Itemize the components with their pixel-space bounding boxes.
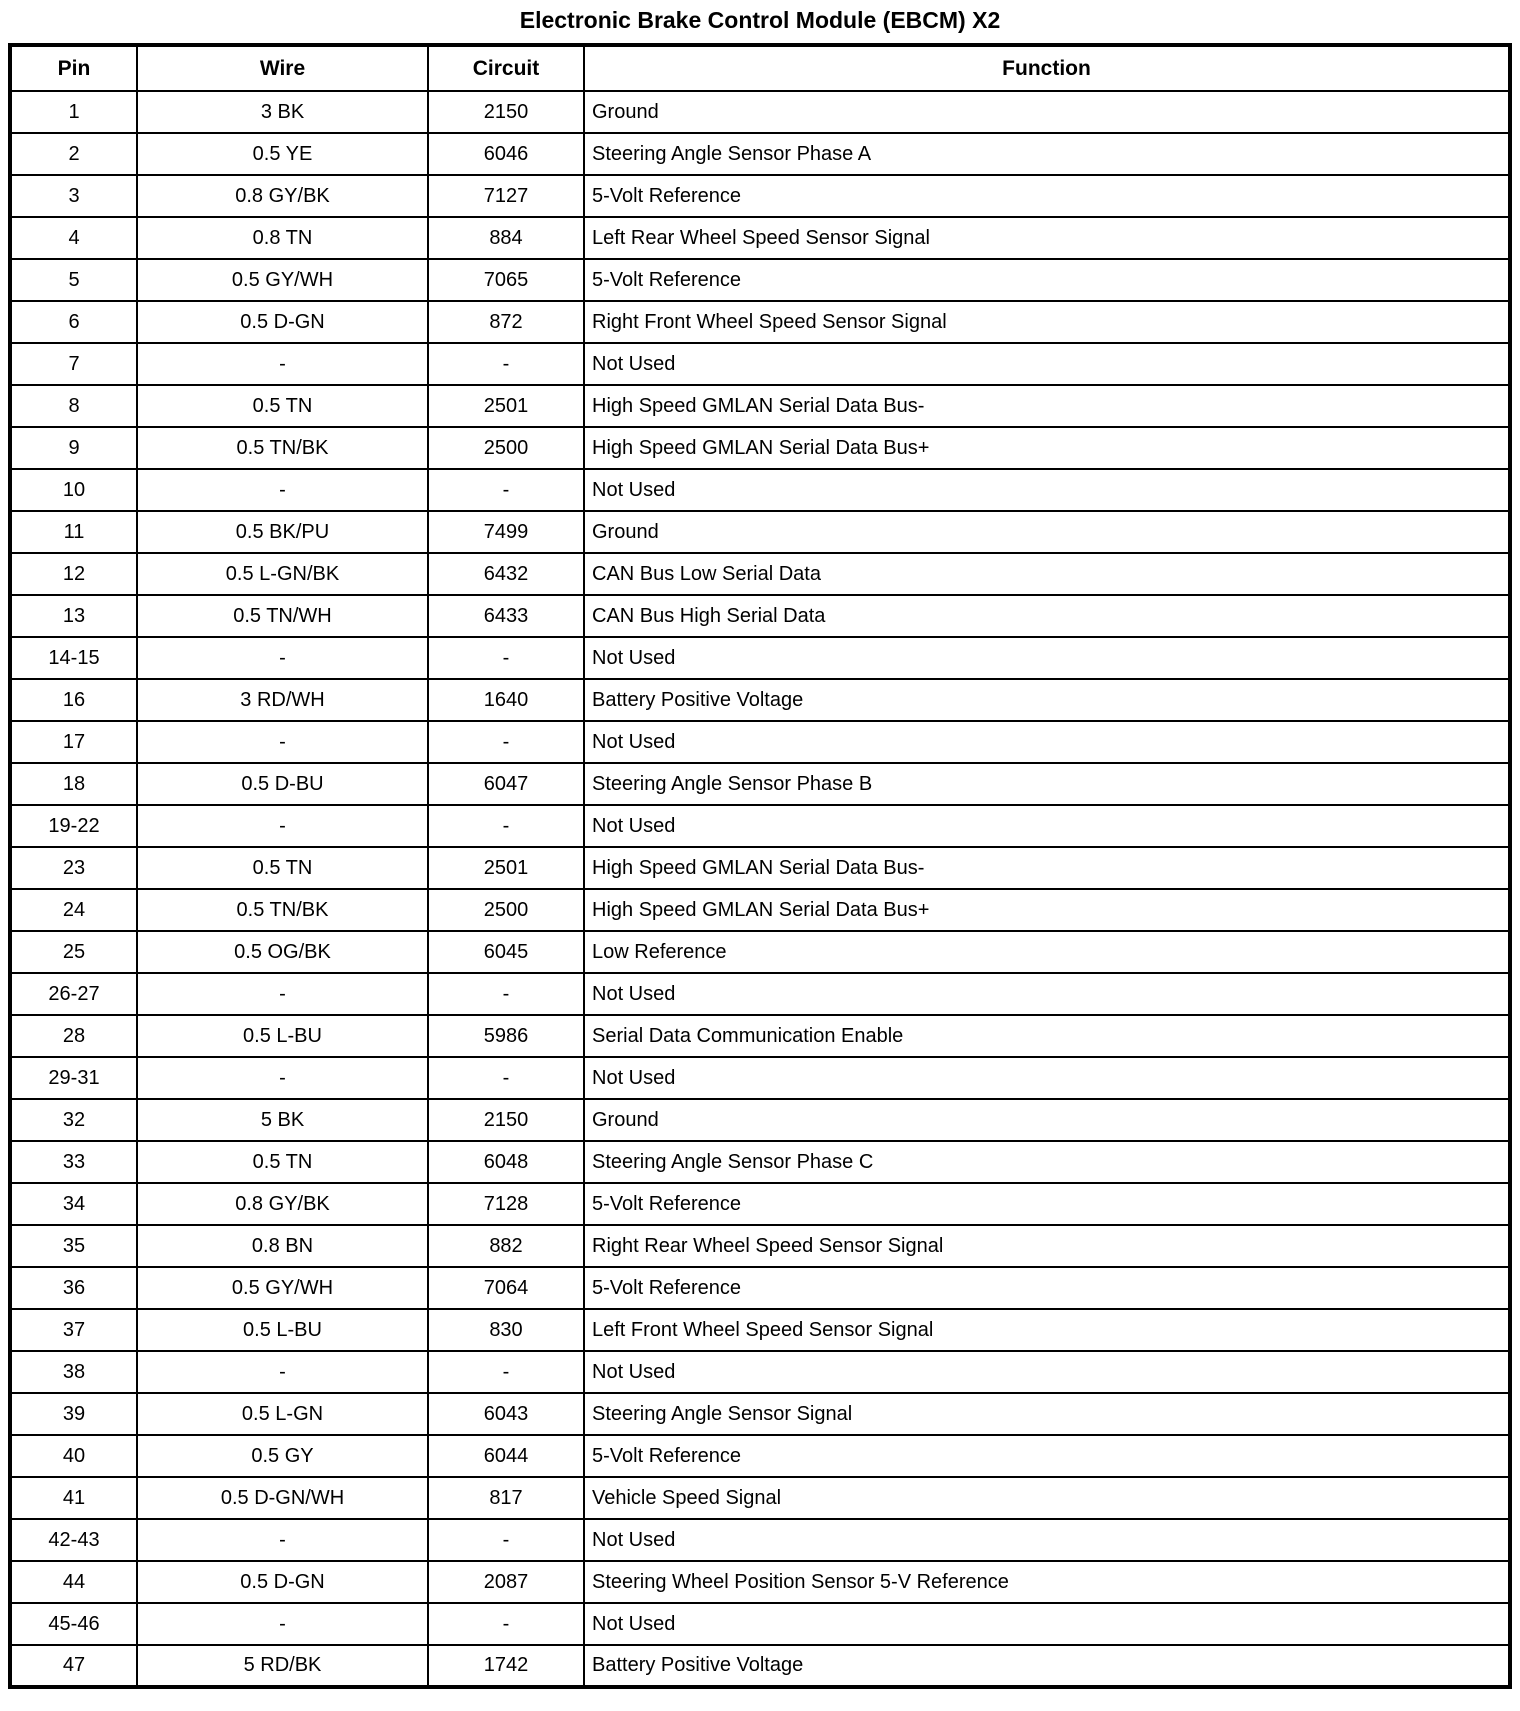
table-cell-circuit: 2150 bbox=[428, 91, 584, 133]
table-cell-circuit: 2150 bbox=[428, 1099, 584, 1141]
table-cell-pin: 39 bbox=[10, 1393, 137, 1435]
table-cell-pin: 38 bbox=[10, 1351, 137, 1393]
table-cell-pin: 33 bbox=[10, 1141, 137, 1183]
table-row bbox=[10, 679, 1510, 721]
table-cell-function: Not Used bbox=[584, 637, 1510, 679]
table-cell-circuit: 884 bbox=[428, 217, 584, 259]
table-cell-function: Not Used bbox=[584, 1603, 1510, 1645]
table-cell-circuit: 6045 bbox=[428, 931, 584, 973]
table-row bbox=[10, 595, 1510, 637]
table-row bbox=[10, 721, 1510, 763]
table-cell-pin: 6 bbox=[10, 301, 137, 343]
table-cell-circuit: 6432 bbox=[428, 553, 584, 595]
table-cell-circuit: - bbox=[428, 973, 584, 1015]
page-title: Electronic Brake Control Module (EBCM) X2 bbox=[519, 7, 1001, 33]
table-cell-pin: 14-15 bbox=[10, 637, 137, 679]
table-row bbox=[10, 931, 1510, 973]
table-cell-pin: 13 bbox=[10, 595, 137, 637]
table-cell-function: 5-Volt Reference bbox=[584, 1267, 1510, 1309]
table-cell-pin: 23 bbox=[10, 847, 137, 889]
table-cell-wire: - bbox=[137, 973, 428, 1015]
pinout-table-header bbox=[10, 45, 1510, 91]
table-cell-wire: 0.8 TN bbox=[137, 217, 428, 259]
table-cell-pin: 17 bbox=[10, 721, 137, 763]
table-row bbox=[10, 427, 1510, 469]
table-cell-function: Not Used bbox=[584, 343, 1510, 385]
table-cell-pin: 18 bbox=[10, 763, 137, 805]
table-cell-wire: - bbox=[137, 721, 428, 763]
table-cell-wire: 0.5 BK/PU bbox=[137, 511, 428, 553]
table-cell-circuit: 6433 bbox=[428, 595, 584, 637]
table-cell-pin: 7 bbox=[10, 343, 137, 385]
table-cell-function: Left Front Wheel Speed Sensor Signal bbox=[584, 1309, 1510, 1351]
table-row bbox=[10, 1477, 1510, 1519]
table-cell-wire: 0.5 L-BU bbox=[137, 1309, 428, 1351]
table-cell-function: 5-Volt Reference bbox=[584, 1435, 1510, 1477]
table-cell-circuit: 2501 bbox=[428, 847, 584, 889]
table-cell-wire: 3 BK bbox=[137, 91, 428, 133]
table-cell-function: Steering Wheel Position Sensor 5-V Reference bbox=[584, 1561, 1510, 1603]
table-cell-pin: 3 bbox=[10, 175, 137, 217]
table-cell-function: Battery Positive Voltage bbox=[584, 1645, 1510, 1687]
table-cell-function: Not Used bbox=[584, 1519, 1510, 1561]
table-row bbox=[10, 301, 1510, 343]
table-cell-function: 5-Volt Reference bbox=[584, 1183, 1510, 1225]
table-cell-wire: 5 RD/BK bbox=[137, 1645, 428, 1687]
table-row bbox=[10, 763, 1510, 805]
table-cell-function: Left Rear Wheel Speed Sensor Signal bbox=[584, 217, 1510, 259]
table-cell-wire: 0.5 TN bbox=[137, 1141, 428, 1183]
table-cell-circuit: 817 bbox=[428, 1477, 584, 1519]
table-cell-pin: 47 bbox=[10, 1645, 137, 1687]
table-cell-pin: 37 bbox=[10, 1309, 137, 1351]
table-cell-wire: 0.5 L-GN/BK bbox=[137, 553, 428, 595]
table-cell-wire: 3 RD/WH bbox=[137, 679, 428, 721]
table-cell-function: Not Used bbox=[584, 1351, 1510, 1393]
table-cell-pin: 25 bbox=[10, 931, 137, 973]
table-cell-pin: 35 bbox=[10, 1225, 137, 1267]
table-cell-circuit: 6043 bbox=[428, 1393, 584, 1435]
table-row bbox=[10, 637, 1510, 679]
table-cell-circuit: 7065 bbox=[428, 259, 584, 301]
table-cell-function: Not Used bbox=[584, 469, 1510, 511]
table-row bbox=[10, 553, 1510, 595]
table-cell-function: Right Rear Wheel Speed Sensor Signal bbox=[584, 1225, 1510, 1267]
table-cell-function: Not Used bbox=[584, 721, 1510, 763]
table-cell-wire: 0.5 L-BU bbox=[137, 1015, 428, 1057]
table-cell-wire: 0.5 TN bbox=[137, 385, 428, 427]
table-cell-circuit: - bbox=[428, 1057, 584, 1099]
table-cell-pin: 10 bbox=[10, 469, 137, 511]
table-cell-circuit: 6047 bbox=[428, 763, 584, 805]
table-cell-circuit: - bbox=[428, 721, 584, 763]
table-cell-wire: 5 BK bbox=[137, 1099, 428, 1141]
table-row bbox=[10, 1141, 1510, 1183]
table-cell-circuit: 5986 bbox=[428, 1015, 584, 1057]
table-cell-pin: 41 bbox=[10, 1477, 137, 1519]
table-cell-wire: 0.5 D-GN bbox=[137, 1561, 428, 1603]
table-row bbox=[10, 175, 1510, 217]
table-row bbox=[10, 1519, 1510, 1561]
table-cell-function: Steering Angle Sensor Phase A bbox=[584, 133, 1510, 175]
table-cell-circuit: 7499 bbox=[428, 511, 584, 553]
table-cell-wire: 0.5 GY/WH bbox=[137, 259, 428, 301]
table-cell-function: Serial Data Communication Enable bbox=[584, 1015, 1510, 1057]
table-cell-function: Not Used bbox=[584, 1057, 1510, 1099]
table-cell-circuit: 2500 bbox=[428, 889, 584, 931]
table-row bbox=[10, 1603, 1510, 1645]
table-cell-function: High Speed GMLAN Serial Data Bus- bbox=[584, 385, 1510, 427]
table-cell-function: Ground bbox=[584, 91, 1510, 133]
table-cell-wire: - bbox=[137, 637, 428, 679]
table-row bbox=[10, 1099, 1510, 1141]
table-row bbox=[10, 847, 1510, 889]
table-cell-wire: 0.5 TN bbox=[137, 847, 428, 889]
table-row bbox=[10, 217, 1510, 259]
table-cell-function: CAN Bus High Serial Data bbox=[584, 595, 1510, 637]
table-cell-function: Battery Positive Voltage bbox=[584, 679, 1510, 721]
table-cell-circuit: 6044 bbox=[428, 1435, 584, 1477]
table-cell-pin: 29-31 bbox=[10, 1057, 137, 1099]
table-cell-circuit: 7127 bbox=[428, 175, 584, 217]
table-cell-pin: 5 bbox=[10, 259, 137, 301]
table-cell-circuit: 1742 bbox=[428, 1645, 584, 1687]
table-cell-function: Not Used bbox=[584, 805, 1510, 847]
table-cell-function: Steering Angle Sensor Phase B bbox=[584, 763, 1510, 805]
pinout-table bbox=[8, 43, 1512, 1689]
table-row bbox=[10, 1393, 1510, 1435]
table-cell-pin: 44 bbox=[10, 1561, 137, 1603]
column-header-wire: Wire bbox=[137, 45, 428, 91]
table-cell-pin: 11 bbox=[10, 511, 137, 553]
table-cell-function: Right Front Wheel Speed Sensor Signal bbox=[584, 301, 1510, 343]
table-cell-wire: - bbox=[137, 343, 428, 385]
table-cell-pin: 19-22 bbox=[10, 805, 137, 847]
table-cell-function: Low Reference bbox=[584, 931, 1510, 973]
table-row bbox=[10, 259, 1510, 301]
table-cell-pin: 24 bbox=[10, 889, 137, 931]
table-cell-circuit: 882 bbox=[428, 1225, 584, 1267]
column-header-function: Function bbox=[584, 45, 1510, 91]
table-cell-pin: 1 bbox=[10, 91, 137, 133]
table-cell-circuit: 872 bbox=[428, 301, 584, 343]
table-cell-function: Steering Angle Sensor Signal bbox=[584, 1393, 1510, 1435]
table-cell-wire: - bbox=[137, 469, 428, 511]
table-cell-circuit: - bbox=[428, 1603, 584, 1645]
table-cell-circuit: 2501 bbox=[428, 385, 584, 427]
table-cell-wire: 0.5 L-GN bbox=[137, 1393, 428, 1435]
table-cell-wire: 0.8 GY/BK bbox=[137, 175, 428, 217]
table-cell-wire: 0.5 D-GN/WH bbox=[137, 1477, 428, 1519]
table-cell-wire: - bbox=[137, 1519, 428, 1561]
table-cell-wire: - bbox=[137, 1057, 428, 1099]
table-cell-pin: 16 bbox=[10, 679, 137, 721]
table-cell-pin: 26-27 bbox=[10, 973, 137, 1015]
table-cell-function: Ground bbox=[584, 511, 1510, 553]
table-cell-pin: 28 bbox=[10, 1015, 137, 1057]
table-cell-pin: 40 bbox=[10, 1435, 137, 1477]
table-cell-function: Not Used bbox=[584, 973, 1510, 1015]
table-cell-function: 5-Volt Reference bbox=[584, 259, 1510, 301]
table-row bbox=[10, 1183, 1510, 1225]
table-cell-wire: - bbox=[137, 1351, 428, 1393]
table-row bbox=[10, 343, 1510, 385]
table-cell-circuit: 830 bbox=[428, 1309, 584, 1351]
table-cell-wire: 0.5 D-BU bbox=[137, 763, 428, 805]
table-cell-circuit: - bbox=[428, 637, 584, 679]
table-row bbox=[10, 1561, 1510, 1603]
table-cell-circuit: - bbox=[428, 1519, 584, 1561]
table-cell-wire: 0.5 OG/BK bbox=[137, 931, 428, 973]
table-row bbox=[10, 1015, 1510, 1057]
table-cell-circuit: - bbox=[428, 805, 584, 847]
table-cell-wire: 0.5 TN/BK bbox=[137, 427, 428, 469]
table-row bbox=[10, 1267, 1510, 1309]
table-cell-wire: 0.5 GY/WH bbox=[137, 1267, 428, 1309]
table-cell-circuit: - bbox=[428, 1351, 584, 1393]
table-row bbox=[10, 91, 1510, 133]
table-cell-function: High Speed GMLAN Serial Data Bus+ bbox=[584, 427, 1510, 469]
table-cell-function: Vehicle Speed Signal bbox=[584, 1477, 1510, 1519]
table-cell-circuit: 7064 bbox=[428, 1267, 584, 1309]
table-row bbox=[10, 889, 1510, 931]
table-cell-circuit: 6046 bbox=[428, 133, 584, 175]
table-cell-wire: 0.8 GY/BK bbox=[137, 1183, 428, 1225]
table-cell-pin: 12 bbox=[10, 553, 137, 595]
table-cell-circuit: 6048 bbox=[428, 1141, 584, 1183]
table-cell-function: Steering Angle Sensor Phase C bbox=[584, 1141, 1510, 1183]
table-cell-function: 5-Volt Reference bbox=[584, 175, 1510, 217]
table-cell-wire: 0.5 D-GN bbox=[137, 301, 428, 343]
table-cell-pin: 4 bbox=[10, 217, 137, 259]
header-row bbox=[10, 45, 1510, 91]
table-cell-function: High Speed GMLAN Serial Data Bus+ bbox=[584, 889, 1510, 931]
table-cell-circuit: - bbox=[428, 469, 584, 511]
column-header-circuit: Circuit bbox=[428, 45, 584, 91]
table-row bbox=[10, 1351, 1510, 1393]
column-header-pin: Pin bbox=[10, 45, 137, 91]
table-cell-function: Ground bbox=[584, 1099, 1510, 1141]
table-row bbox=[10, 1435, 1510, 1477]
table-cell-circuit: 2500 bbox=[428, 427, 584, 469]
table-cell-circuit: 2087 bbox=[428, 1561, 584, 1603]
table-cell-wire: 0.5 YE bbox=[137, 133, 428, 175]
table-cell-pin: 42-43 bbox=[10, 1519, 137, 1561]
table-cell-function: CAN Bus Low Serial Data bbox=[584, 553, 1510, 595]
table-cell-pin: 8 bbox=[10, 385, 137, 427]
table-row bbox=[10, 1645, 1510, 1687]
table-cell-circuit: 7128 bbox=[428, 1183, 584, 1225]
table-cell-wire: - bbox=[137, 1603, 428, 1645]
table-cell-pin: 2 bbox=[10, 133, 137, 175]
table-cell-wire: 0.5 GY bbox=[137, 1435, 428, 1477]
table-row bbox=[10, 973, 1510, 1015]
table-cell-pin: 9 bbox=[10, 427, 137, 469]
table-row bbox=[10, 511, 1510, 553]
table-cell-pin: 36 bbox=[10, 1267, 137, 1309]
table-cell-pin: 32 bbox=[10, 1099, 137, 1141]
table-cell-wire: 0.5 TN/WH bbox=[137, 595, 428, 637]
pinout-table-body bbox=[10, 91, 1510, 1687]
table-cell-circuit: 1640 bbox=[428, 679, 584, 721]
table-row bbox=[10, 133, 1510, 175]
table-row bbox=[10, 385, 1510, 427]
table-row bbox=[10, 1225, 1510, 1267]
table-cell-function: High Speed GMLAN Serial Data Bus- bbox=[584, 847, 1510, 889]
table-row bbox=[10, 1309, 1510, 1351]
table-cell-pin: 45-46 bbox=[10, 1603, 137, 1645]
table-cell-pin: 34 bbox=[10, 1183, 137, 1225]
table-row bbox=[10, 1057, 1510, 1099]
table-cell-circuit: - bbox=[428, 343, 584, 385]
table-cell-wire: 0.8 BN bbox=[137, 1225, 428, 1267]
table-row bbox=[10, 469, 1510, 511]
table-cell-wire: - bbox=[137, 805, 428, 847]
table-cell-wire: 0.5 TN/BK bbox=[137, 889, 428, 931]
table-row bbox=[10, 805, 1510, 847]
